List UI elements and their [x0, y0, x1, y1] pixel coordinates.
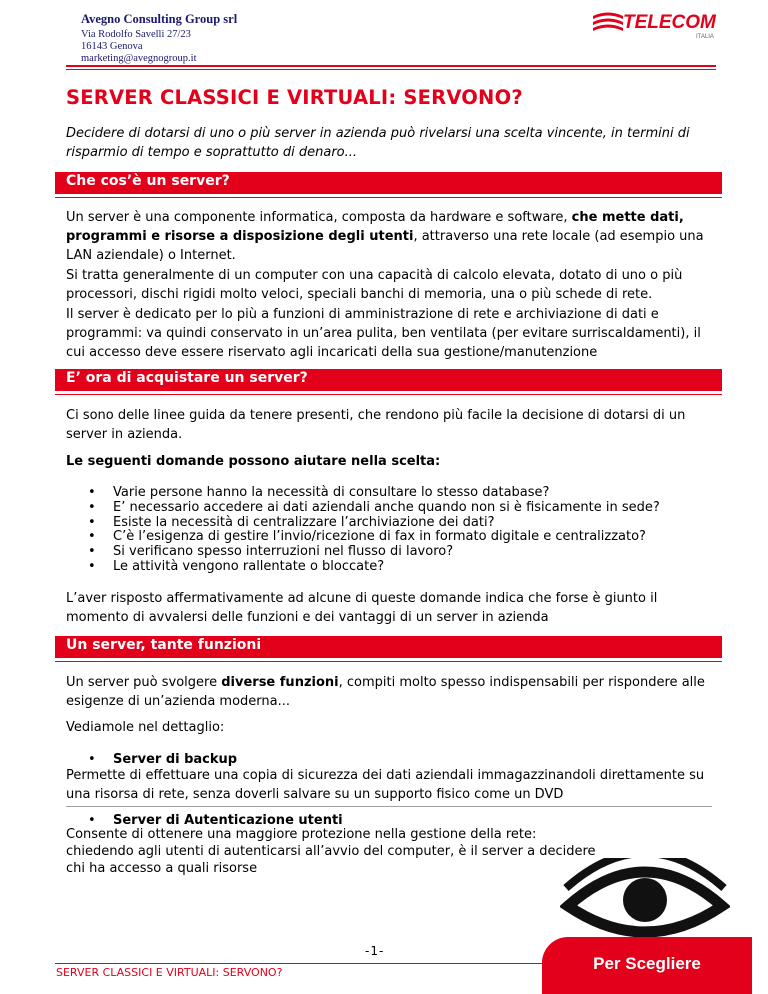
footer-title: SERVER CLASSICI E VIRTUALI: SERVONO? — [56, 966, 283, 979]
paragraph: L’aver risposto affermativamente ad alcune di queste domande indica che forse è giunto il momento di avvalersi delle funzioni e dei vantaggi di un server in azienda — [66, 591, 658, 625]
text-line: chi ha accesso a quali risorse — [66, 861, 258, 876]
paragraph: Vediamole nel dettaglio: — [66, 720, 225, 735]
section-heading: Che cos’è un server? — [66, 173, 230, 189]
paragraph — [66, 208, 716, 265]
text-run: Un server è una componente informatica, composta da hardware e software, — [66, 210, 572, 225]
eye-icon — [560, 858, 730, 938]
section-heading-bar — [55, 636, 722, 658]
page-title: SERVER CLASSICI E VIRTUALI: SERVONO? — [66, 86, 523, 109]
intro-text: Decidere di dotarsi di uno o più server in azienda può rivelarsi una scelta vincente, in termini di risparmio di tempo e soprattutto di denaro... — [66, 126, 690, 160]
section-heading: Un server, tante funzioni — [66, 637, 262, 653]
address-line: 16143 Genova — [81, 41, 143, 52]
telecom-logo — [591, 10, 721, 44]
logo-wordmark: TELECOM — [623, 12, 716, 33]
section-heading-bar — [55, 369, 722, 391]
section-heading: E’ ora di acquistare un server? — [66, 370, 308, 386]
per-scegliere-badge — [542, 937, 752, 994]
text-run: Un server può svolgere — [66, 675, 222, 690]
text-line: chiedendo agli utenti di autenticarsi all’avvio del computer, è il server a decidere — [66, 844, 596, 859]
bold-text: diverse funzioni — [221, 675, 339, 690]
text-line: Consente di ottenere una maggiore protezione nella gestione della rete: — [66, 827, 537, 842]
function-title: • Server di backup — [88, 752, 237, 767]
list-item: • C’è l’esigenza di gestire l’invio/ricezione di fax in formato digitale e centralizzato? — [88, 530, 708, 545]
paragraph: Si tratta generalmente di un computer con una capacità di calcolo elevata, dotato di uno o più processori, dischi rigidi molto veloci, speciali banchi di memoria, una o più schede di rete. — [66, 268, 683, 302]
list-item: • Esiste la necessità di centralizzare l’archiviazione dei dati? — [88, 516, 708, 531]
function-title: • Server di Autenticazione utenti — [88, 813, 343, 828]
function-description: Permette di effettuare una copia di sicurezza dei dati aziendali immagazzinandoli direttamente su una risorsa di rete, senza doverli salvare su un supporto fisico come un DVD — [66, 768, 705, 802]
company-name: Avegno Consulting Group srl — [81, 12, 238, 26]
paragraph: Ci sono delle linee guida da tenere presenti, che rendono più facile la decisione di dotarsi di un server in azienda. — [66, 408, 686, 442]
divider — [66, 806, 712, 807]
list-item: • Si verificano spesso interruzioni nel flusso di lavoro? — [88, 545, 708, 560]
text-run: , attraverso una rete locale (ad esempio una LAN aziendale) o Internet. — [66, 229, 704, 263]
email-line: marketing@avegnogroup.it — [81, 53, 197, 64]
badge-label: Per Scegliere — [593, 954, 701, 973]
header-rule — [66, 65, 716, 67]
logo-subtext: ITALIA — [696, 34, 714, 40]
paragraph — [66, 673, 716, 711]
address-line: Via Rodolfo Savelli 27/23 — [81, 29, 191, 40]
list-item: • Varie persone hanno la necessità di consultare lo stesso database? — [88, 486, 708, 501]
list-item: • Le attività vengono rallentate o bloccate? — [88, 560, 708, 575]
list-item: • E’ necessario accedere ai dati aziendali anche quando non si è fisicamente in sede? — [88, 501, 708, 516]
page-number: -1- — [365, 944, 385, 958]
section-heading-bar — [55, 172, 722, 194]
telecom-logo-icon — [591, 10, 625, 36]
questions-list — [88, 486, 708, 575]
bold-text: che mette dati, programmi e risorse a disposizione degli utenti — [66, 210, 684, 244]
questions-title: Le seguenti domande possono aiutare nella scelta: — [66, 454, 441, 469]
paragraph: Il server è dedicato per lo più a funzioni di amministrazione di rete e archiviazione di dati e programmi: va quindi conservato in un’area pulita, ben ventilata (per evitare surriscaldamenti), il cui accesso deve essere riservato agli incaricati della sua gestione/manutenzione — [66, 307, 701, 360]
text-run: , compiti molto spesso indispensabili per rispondere alle esigenze di un’azienda moderna... — [66, 675, 705, 709]
